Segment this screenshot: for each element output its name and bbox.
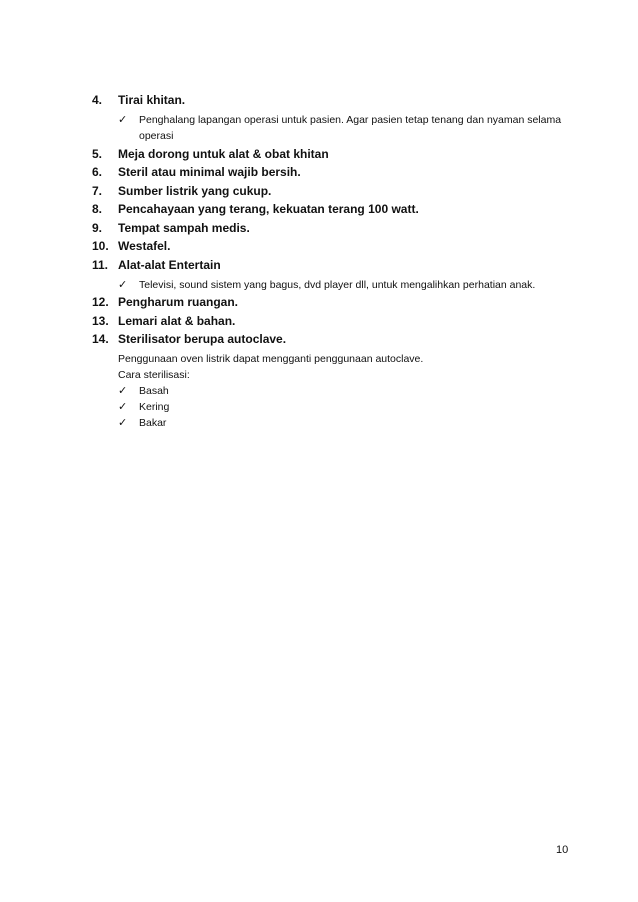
checklist-text: Televisi, sound sistem yang bagus, dvd player dll, untuk mengalihkan perhatian anak. — [139, 278, 536, 291]
checklist-item — [118, 277, 572, 293]
list-item — [92, 164, 572, 181]
list-item — [92, 331, 572, 431]
item-number: 5. — [92, 146, 103, 161]
checkmark-icon: ✓ — [118, 401, 128, 413]
item-number: 9. — [92, 220, 103, 235]
item-details — [118, 277, 572, 293]
item-number: 8. — [92, 202, 103, 216]
list-item — [92, 238, 572, 255]
checkmark-icon: ✓ — [118, 278, 128, 291]
checklist-text: Basah — [139, 385, 169, 397]
item-title: Sterilisator berupa autoclave. — [118, 332, 287, 346]
item-title: Meja dorong untuk alat & obat khitan — [118, 146, 329, 161]
checklist-item — [118, 383, 572, 399]
list-item — [92, 220, 572, 237]
item-title: Alat-alat Entertain — [118, 257, 221, 272]
item-title: Sumber listrik yang cukup. — [118, 183, 272, 198]
equipment-list — [92, 92, 572, 433]
item-number: 13. — [92, 313, 109, 328]
item-number: 4. — [92, 93, 103, 107]
checklist-text: Penghalang lapangan operasi untuk pasien. Agar pasien tetap tenang dan nyaman selama operasi — [139, 114, 562, 142]
item-title: Pengharum ruangan. — [118, 295, 239, 309]
checklist-item — [118, 112, 572, 144]
list-item — [92, 183, 572, 200]
list-item — [92, 294, 572, 311]
item-title: Westafel. — [118, 239, 171, 253]
item-title: Pencahayaan yang terang, kekuatan terang 100 watt. — [118, 202, 419, 216]
item-number: 14. — [92, 332, 109, 346]
item-title: Steril atau minimal wajib bersih. — [118, 165, 301, 179]
item-number: 12. — [92, 295, 109, 309]
checklist-text: Kering — [139, 401, 170, 413]
checklist-item — [118, 399, 572, 415]
item-number: 6. — [92, 165, 103, 179]
checkmark-icon: ✓ — [118, 417, 128, 429]
item-number: 11. — [92, 257, 109, 272]
list-item — [92, 92, 572, 144]
item-number: 10. — [92, 239, 109, 253]
list-item — [92, 313, 572, 330]
item-title: Lemari alat & bahan. — [118, 313, 236, 328]
item-details — [118, 112, 572, 144]
checklist-text: Bakar — [139, 417, 167, 429]
item-number: 7. — [92, 183, 103, 198]
checkmark-icon: ✓ — [118, 114, 128, 126]
item-title: Tirai khitan. — [118, 93, 186, 107]
page-number: 10 — [556, 844, 569, 856]
list-item — [92, 201, 572, 218]
item-title: Tempat sampah medis. — [118, 220, 250, 235]
list-item — [92, 257, 572, 293]
item-details — [118, 351, 572, 431]
item-note: Penggunaan oven listrik dapat mengganti penggunaan autoclave. — [118, 353, 424, 365]
checkmark-icon: ✓ — [118, 385, 128, 397]
list-item — [92, 146, 572, 163]
checklist-item — [118, 415, 572, 431]
item-note: Cara sterilisasi: — [118, 369, 190, 381]
